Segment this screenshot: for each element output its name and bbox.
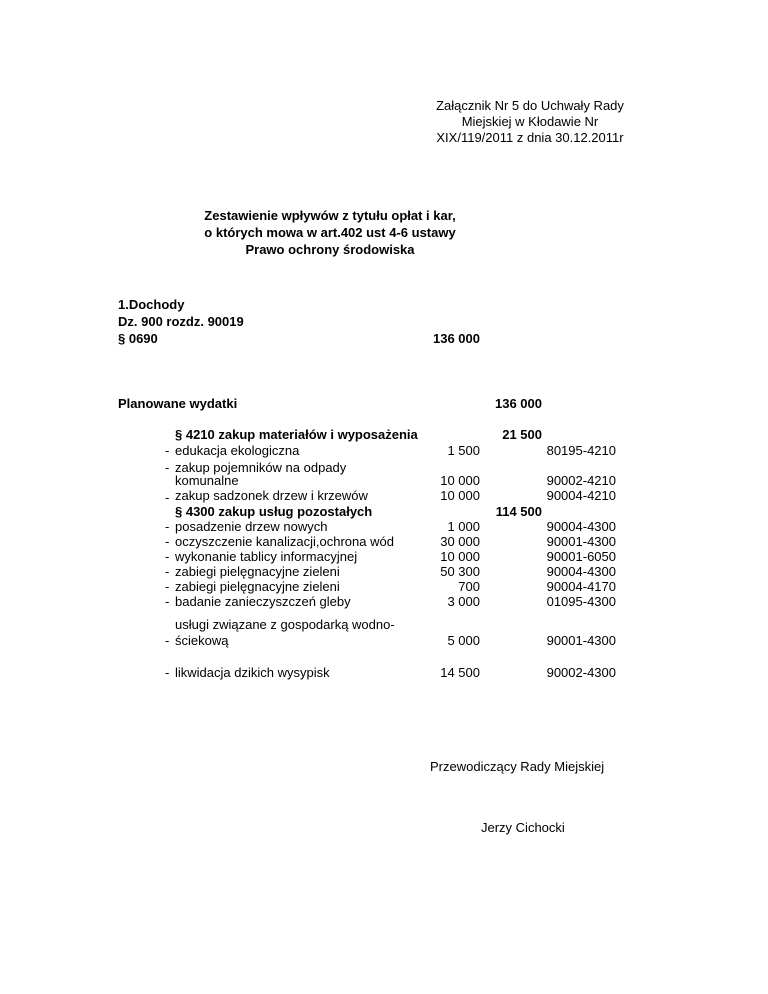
row-description: edukacja ekologiczna: [175, 443, 300, 458]
attachment-note: [400, 98, 660, 146]
income-paragraph: § 0690: [118, 331, 158, 346]
row-code: 80195-4210: [546, 443, 616, 458]
row-code: 90004-4210: [546, 488, 616, 503]
row-dash: -: [165, 460, 170, 475]
row-amount: 10 000: [440, 549, 480, 564]
row-amount: 1 500: [447, 443, 480, 458]
row-description: likwidacja dzikich wysypisk: [175, 665, 330, 680]
signature-title: Przewodiczący Rady Miejskiej: [430, 759, 605, 774]
row-amount: 10 000: [440, 488, 480, 503]
expenses-label: Planowane wydatki: [118, 396, 238, 411]
row-dash: -: [165, 579, 170, 594]
row-amount: 1 000: [447, 519, 480, 534]
row-description: usługi związane z gospodarką wodno-: [175, 617, 395, 632]
row-description: zakup pojemników na odpady: [175, 460, 347, 475]
row-dash: -: [165, 519, 170, 534]
row-code: 90001-6050: [546, 549, 616, 564]
row-description: oczyszczenie kanalizacji,ochrona wód: [175, 534, 394, 549]
row-dash: -: [165, 443, 170, 458]
row-code: 90004-4300: [546, 564, 616, 579]
section-4300-subtotal: 114 500: [495, 504, 542, 519]
income-division: Dz. 900 rozdz. 90019: [118, 314, 244, 329]
income-heading: 1.Dochody: [118, 297, 185, 312]
section-4210-subtotal: 21 500: [502, 427, 542, 442]
row-amount: 3 000: [447, 594, 480, 609]
row-description: badanie zanieczyszczeń gleby: [175, 594, 351, 609]
row-dash: -: [165, 490, 170, 505]
row-description-continued: komunalne: [175, 473, 239, 488]
row-amount: 10 000: [440, 473, 480, 488]
row-code: 90004-4300: [546, 519, 616, 534]
row-code: 90002-4300: [546, 665, 616, 680]
row-description: zakup sadzonek drzew i krzewów: [175, 488, 368, 503]
row-amount: 5 000: [447, 633, 480, 648]
row-dash: -: [165, 549, 170, 564]
row-amount: 50 300: [440, 564, 480, 579]
section-4210-title: § 4210 zakup materiałów i wyposażenia: [175, 427, 418, 442]
row-amount: 30 000: [440, 534, 480, 549]
document-title: [160, 207, 500, 258]
row-dash: -: [165, 534, 170, 549]
document-title-line-1: Zestawienie wpływów z tytułu opłat i kar,: [204, 208, 456, 223]
row-description: zabiegi pielęgnacyjne zieleni: [175, 564, 340, 579]
document-title-line-2: o których mowa w art.402 ust 4-6 ustawy: [204, 225, 456, 240]
row-description: wykonanie tablicy informacyjnej: [175, 549, 358, 564]
row-code: 90004-4170: [546, 579, 616, 594]
row-dash: -: [165, 564, 170, 579]
row-amount: 700: [458, 579, 480, 594]
row-dash: -: [165, 665, 170, 680]
row-code: 01095-4300: [546, 594, 616, 609]
expenses-total: 136 000: [495, 396, 542, 411]
row-code: 90002-4210: [546, 473, 616, 488]
attachment-note-line-3: XIX/119/2011 z dnia 30.12.2011r: [436, 130, 624, 145]
row-code: 90001-4300: [546, 534, 616, 549]
row-amount: 14 500: [440, 665, 480, 680]
income-amount: 136 000: [433, 331, 480, 346]
row-dash: -: [165, 594, 170, 609]
section-4300-title: § 4300 zakup usług pozostałych: [175, 504, 373, 519]
document-title-line-3: Prawo ochrony środowiska: [245, 242, 415, 257]
row-dash: -: [165, 633, 170, 648]
signature-name: Jerzy Cichocki: [481, 820, 565, 835]
attachment-note-line-2: Miejskiej w Kłodawie Nr: [461, 114, 599, 129]
row-description: posadzenie drzew nowych: [175, 519, 328, 534]
row-code: 90001-4300: [546, 633, 616, 648]
row-description: zabiegi pielęgnacyjne zieleni: [175, 579, 340, 594]
row-description-continued: ściekową: [175, 633, 229, 648]
attachment-note-line-1: Załącznik Nr 5 do Uchwały Rady: [436, 98, 624, 113]
